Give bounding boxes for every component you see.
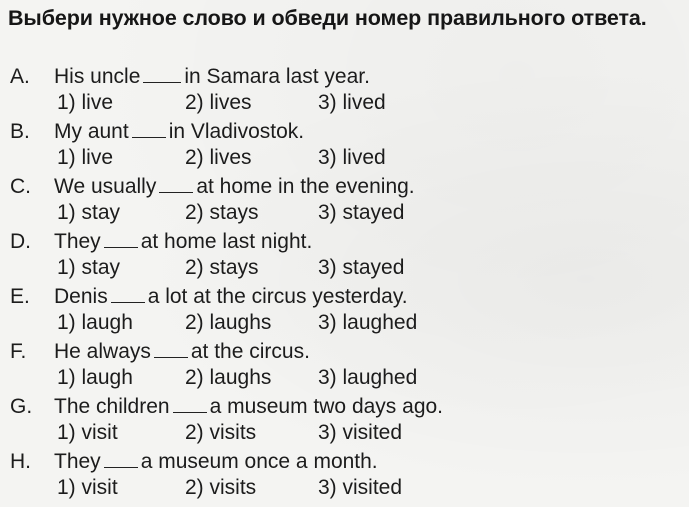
exercise-item-a [0, 63, 689, 117]
item-letter: C. [10, 175, 31, 198]
sentence-start: My aunt [54, 120, 129, 143]
option-3[interactable]: 3) visited [318, 421, 403, 444]
option-2[interactable]: 2) stays [185, 256, 259, 279]
sentence-end: in Samara last year. [184, 65, 370, 88]
exercise-item-c [0, 173, 689, 227]
option-1[interactable]: 1) visit [57, 421, 118, 444]
sentence-start: They [54, 450, 101, 473]
sentence [10, 173, 415, 200]
option-1[interactable]: 1) stay [57, 256, 121, 279]
answer-blank [104, 229, 138, 248]
exercise-item-g [0, 393, 689, 447]
option-1[interactable]: 1) live [57, 146, 114, 169]
answer-blank [159, 174, 193, 193]
exercise-item-e [0, 283, 689, 337]
item-letter: F. [10, 340, 27, 363]
option-1[interactable]: 1) laugh [57, 311, 133, 334]
exercise-item-b [0, 118, 689, 172]
sentence-end: at home in the evening. [196, 175, 415, 198]
answer-blank [173, 394, 207, 413]
option-1[interactable]: 1) stay [57, 201, 121, 224]
sentence-start: We usually [54, 175, 157, 198]
answer-blank [111, 284, 145, 303]
exercise-item-h [0, 448, 689, 502]
option-2[interactable]: 2) lives [185, 146, 252, 169]
answer-blank [104, 449, 138, 468]
sentence [10, 228, 312, 255]
sentence [10, 63, 370, 90]
item-letter: B. [10, 120, 30, 143]
item-letter: H. [10, 450, 31, 473]
option-2[interactable]: 2) laughs [185, 366, 272, 389]
sentence-end: in Vladivostok. [168, 120, 305, 143]
item-letter: G. [10, 395, 33, 418]
option-2[interactable]: 2) laughs [185, 311, 272, 334]
option-3[interactable]: 3) stayed [318, 201, 405, 224]
option-1[interactable]: 1) live [57, 91, 114, 114]
answer-blank [143, 64, 181, 83]
option-2[interactable]: 2) lives [185, 91, 252, 114]
worksheet-instructions: Выбери нужное слово и обведи номер правильного ответа. [8, 6, 647, 30]
answer-blank [132, 119, 166, 138]
sentence [10, 338, 310, 365]
sentence-start: The children [54, 395, 170, 418]
sentence-end: a lot at the circus yesterday. [147, 285, 408, 308]
sentence [10, 448, 378, 475]
option-1[interactable]: 1) laugh [57, 366, 133, 389]
option-1[interactable]: 1) visit [57, 476, 118, 499]
option-2[interactable]: 2) visits [185, 421, 257, 444]
option-3[interactable]: 3) lived [318, 91, 386, 114]
sentence [10, 283, 408, 310]
exercise-item-d [0, 228, 689, 282]
answer-blank [154, 339, 188, 358]
option-3[interactable]: 3) stayed [318, 256, 405, 279]
sentence-start: His uncle [54, 65, 141, 88]
sentence [10, 118, 304, 145]
item-letter: A. [10, 65, 30, 88]
option-3[interactable]: 3) lived [318, 146, 386, 169]
sentence-start: He always [54, 340, 151, 363]
sentence-start: They [54, 230, 101, 253]
item-letter: E. [10, 285, 30, 308]
option-2[interactable]: 2) stays [185, 201, 259, 224]
sentence-end: a museum once a month. [140, 450, 378, 473]
exercise-item-f [0, 338, 689, 392]
option-3[interactable]: 3) visited [318, 476, 403, 499]
option-3[interactable]: 3) laughed [318, 366, 418, 389]
item-letter: D. [10, 230, 31, 253]
sentence-start: Denis [54, 285, 108, 308]
sentence-end: at home last night. [140, 230, 313, 253]
sentence-end: at the circus. [190, 340, 310, 363]
option-3[interactable]: 3) laughed [318, 311, 418, 334]
sentence-end: a museum two days ago. [209, 395, 444, 418]
option-2[interactable]: 2) visits [185, 476, 257, 499]
sentence [10, 393, 443, 420]
